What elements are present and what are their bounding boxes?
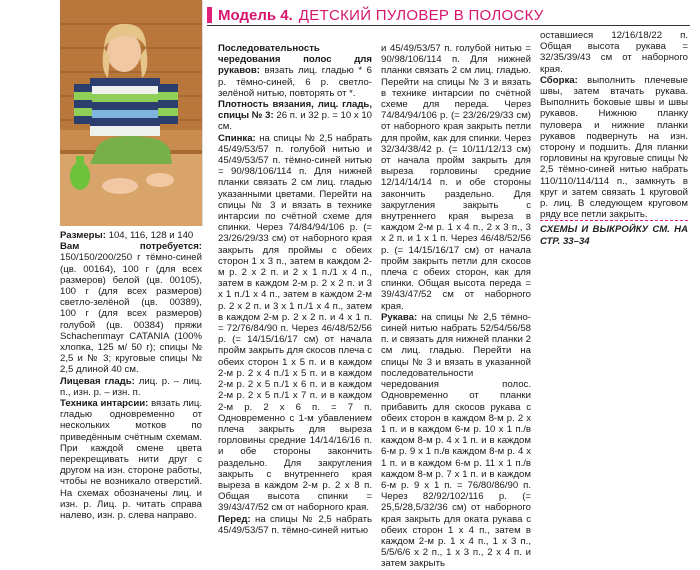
column-4	[540, 30, 688, 247]
front-label: Перед:	[218, 513, 251, 525]
article-title: ДЕТСКИЙ ПУЛОВЕР В ПОЛОСКУ	[298, 6, 544, 24]
column-1	[60, 230, 203, 522]
stockinette-label: Лицевая гладь:	[60, 375, 135, 387]
sizes-text: 104, 116, 128 и 140	[105, 230, 194, 241]
sizes-label: Размеры:	[60, 230, 106, 241]
stripe-sequence-paragraph	[218, 43, 372, 99]
sleeves-paragraph	[381, 312, 531, 570]
back-text: на спицы № 2,5 набрать 45/49/53/57 п. голубой нитью и 45/49/53/57 п. тёмно-синей нитью = 90/98/106/114 п. Для нижней планки связать 2 см лиц. гладью указанными цветами. Перейти на спицы № 3 и вязать в технике интарсии по счётной схеме для спинки. Через 74/84/94/106 р. (= 23/26/29/33 см) от наборного края закрыть для проймы с обеих сторон 1 х 3 п., затем в каждом 2-м р. 2 х 2 п. и 2 х 1 п./1 х 4 п., затем в каждом 2-м р. 2 х 2 п. и 3 х 1 п./1 х 4 п., затем в каждом 2-м р. 2 х 2 п. и 3 х 1 п./1 х 4 п., затем в каждом 2-м р. 2 х 2 п. и 4 х 1 п. = 72/76/84/90 п. Через 46/48/52/56 р. (= 14/15/16/17 см) от начала пройм закрыть для скосов плеча с обеих сторон 1 х 5 п. и в каждом 2-м р. 2 х 4 п./1 х 5 п. и в каждом 2-м р. 2 х 5 п./1 х 6 п. и в каждом 2-м р. 2 х 5 п./1 х 7 п. и в каждом 2-м р. 2 х 6 п. = 7 п. Одновременно с 1-м убавлением плеча закрыть для выреза горловины средние 14/14/16/16 п. и обе стороны закончить раздельно. Для закругления закрыть с внутреннего края выреза в каждом 2-м р. 2 х 8 п. Общая высота спинки = 39/43/47/52 см от наборного края.	[218, 132, 372, 514]
sleeves-text: на спицы № 2,5 тёмно-синей нитью набрать 52/54/56/58 п. и связать для нижней планки 2 см лиц. гладью. Перейти на спицы № 3 и вязать в указанной последовательности чередования полос. Одновременно от планки прибавить для скосов рукава с обеих сторон в каждом 8-м р. 2 х 1 п. и в каждом 6-м р. 10 х 1 п./в каждом 8-м р. 4 х 1 п. и в каждом 6-м р. 9 х 1 п./в каждом 8-м р. 4 х 1 п. и в каждом 6-м р. 11 х 1 п./в каждом 8-м р. 7 х 1 п. и в каждом 6-м р. 9 х 1 п. = 76/80/86/90 п. Через 82/92/102/116 р. (= 25,5/28,5/32/36 см) от наборного края закрыть для оката рукава с обеих сторон 1 х 4 п., затем в каждом 2-м р. 1 х 4 п., 1 х 3 п., 5/5/6/6 х 2 п., 1 х 3 п., 2 х 4 п. и затем закрыть	[381, 311, 531, 570]
sleeve-cap-end-paragraph: оставшиеся 12/16/18/22 п. Общая высота рукава = 32/35/39/43 см от наборного края.	[540, 30, 688, 75]
sizes-paragraph	[60, 230, 202, 241]
materials-paragraph	[60, 241, 202, 375]
materials-label: Вам потребуется:	[60, 241, 202, 253]
stripe-sequence-text: вязать лиц. гладью * 6 р. тёмно-синей, 6 р. светло-зелёной нитью, повторять от *.	[218, 65, 372, 99]
assembly-text: выполнить плечевые швы, затем втачать рукава. Выполнить боковые швы и швы рукавов. Нижнюю планку пуловера и нижние планки рукавов подвернуть на изн. сторону и подшить. Для планки горловины на круговые спицы № 2,5 тёмно-синей нитью набрать 110/110/114/114 п., замкнуть в круг и затем связать 1 круговой р. лиц. В следующем круговом ряду все петли закрыть.	[540, 74, 688, 221]
column-2	[218, 43, 372, 536]
stockinette-text: лиц. р. – лиц. п., изн. р. – изн. п.	[60, 375, 203, 398]
intarsia-label: Техника интарсии:	[60, 398, 149, 410]
intarsia-text: вязать лиц. гладью одновременно от нескольких мотков по приведённым счётным схемам. При каждой смене цвета перекрещивать нити друг с другом на изн. стороне работы, чтобы не возникало отверстий. На схемах обозначены лиц. и изн. р. Лиц. р. читать справа налево, изн. р. слева направо.	[60, 398, 202, 522]
gauge-text: 26 п. и 32 р. = 10 х 10 см.	[218, 110, 372, 133]
model-photo	[60, 0, 203, 226]
materials-text: 150/150/200/250 г тёмно-синей (цв. 00164), 100 г (для всех размеров) белой (цв. 00105), 100 г (для всех размеров) светло-зелёной (цв. 00389), 100 г (для всех размеров) голубой (цв. 00384) пряжи Schachenmayr CATANIA (100% хлопка, 125 м/ 50 г); спицы № 2,5 и № 3; круговые спицы № 2,5 длиной 40 см.	[60, 252, 202, 376]
gauge-paragraph	[218, 99, 372, 133]
back-label: Спинка:	[218, 132, 256, 144]
front-text: на спицы № 2,5 набрать 45/49/53/57 п. тёмно-синей нитью	[218, 513, 372, 536]
assembly-paragraph	[540, 75, 688, 221]
header-accent-bar	[207, 7, 212, 23]
stripe-sequence-label: Последовательность чередования полос для рукавов:	[218, 43, 372, 77]
model-number: Модель 4.	[218, 6, 293, 24]
column-3	[381, 43, 531, 570]
intarsia-paragraph	[60, 398, 202, 521]
front-continued-paragraph: и 45/49/53/57 п. голубой нитью = 90/98/106/114 п. Для нижней планки связать 2 см лиц. гладью. Перейти на спицы № 3 и вязать в технике интарсии по счётной схеме для переда. Через 74/84/94/106 р. (= 23/26/29/33 см) от наборного края закрыть петли для пройм, как для спинки. Через 32/34/38/42 р. (= 10/11/12/13 см) от начала пройм закрыть для выреза горловины средние 12/14/14/14 п. и обе стороны закончить раздельно. Для закругления закрыть с внутреннего края выреза в каждом 2-м р. 1 х 4 п., 2 х 3 п., 3 х 2 п. и 1 х 1 п. Через 46/48/52/56 р. (= 14/15/16/17 см) от начала пройм закрыть петли для скосов плеча с обеих сторон, как для спинки. Общая высота переда = 39/43/47/52 см от наборного края.	[381, 43, 531, 312]
front-paragraph	[218, 514, 372, 536]
back-paragraph	[218, 133, 372, 514]
gauge-label: Плотность вязания, лиц. гладь, спицы № 3:	[218, 99, 372, 122]
page-header	[207, 5, 690, 26]
assembly-label: Сборка:	[540, 74, 578, 86]
stockinette-paragraph	[60, 376, 202, 398]
charts-reference: СХЕМЫ И ВЫКРОЙКУ СМ. НА СТР. 33–34	[540, 220, 688, 246]
sleeves-label: Рукава:	[381, 311, 418, 323]
